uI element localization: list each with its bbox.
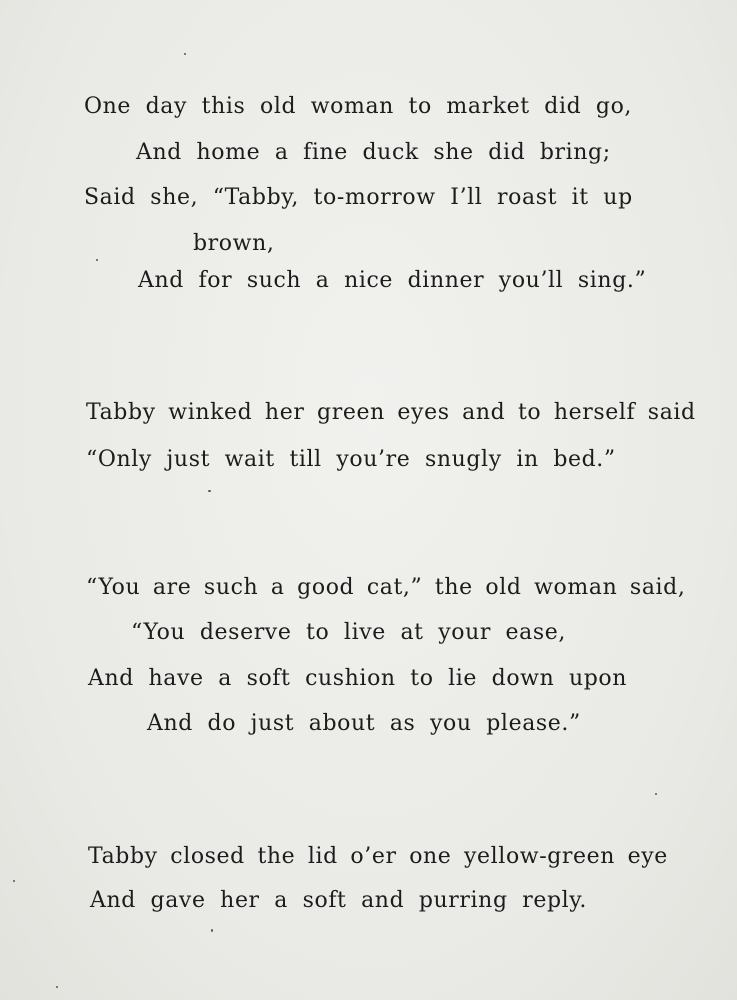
poem-line: And for such a nice dinner you’ll sing.”	[138, 268, 647, 293]
poem-line: Tabby closed the lid o’er one yellow-green eye	[88, 844, 668, 869]
poem-line: Tabby winked her green eyes and to herself said	[86, 400, 696, 425]
ink-speck	[96, 259, 98, 261]
poem-line: “You are such a good cat,” the old woman said,	[86, 575, 686, 600]
poem-line: “You deserve to live at your ease,	[131, 620, 566, 645]
poem-line: And have a soft cushion to lie down upon	[88, 666, 628, 691]
ink-speck	[56, 986, 58, 988]
poem-line: brown,	[193, 231, 275, 256]
poem-line: Said she, “Tabby, to-morrow I’ll roast it up	[84, 185, 633, 210]
poem-line: One day this old woman to market did go,	[84, 94, 633, 119]
poem-line: And do just about as you please.”	[147, 711, 581, 736]
poem-line: And gave her a soft and purring reply.	[90, 888, 587, 913]
poem-line: And home a fine duck she did bring;	[136, 140, 611, 165]
poem-line: “Only just wait till you’re snugly in bed.”	[86, 447, 616, 472]
ink-speck	[211, 929, 213, 932]
ink-speck	[184, 53, 186, 55]
ink-speck	[655, 793, 657, 795]
ink-speck	[13, 880, 15, 882]
ink-speck	[208, 490, 211, 492]
